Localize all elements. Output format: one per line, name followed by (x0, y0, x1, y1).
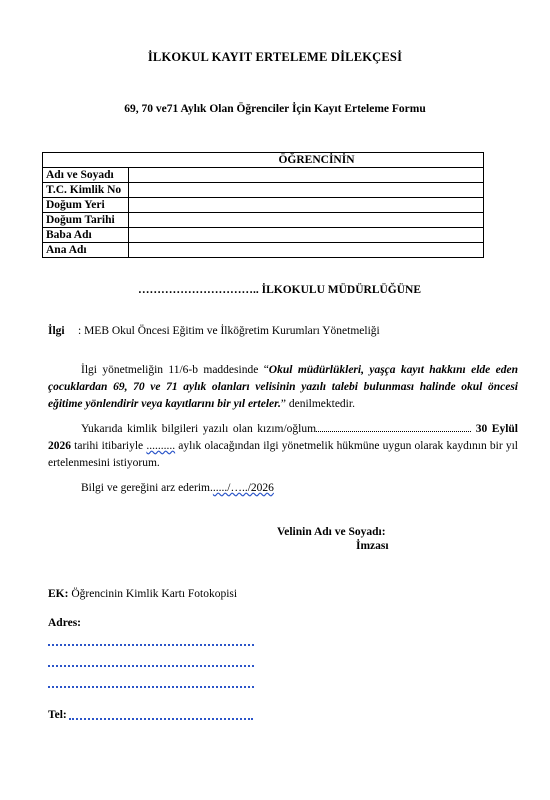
child-name-blank[interactable] (316, 431, 471, 432)
address-line-1[interactable] (48, 640, 254, 646)
table-row (43, 228, 484, 243)
document-subtitle: 69, 70 ve71 Aylık Olan Öğrenciler İçin Kayıt Erteleme Formu (124, 103, 426, 115)
row-label: Ana Adı (43, 243, 129, 258)
document-title: İLKOKUL KAYIT ERTELEME DİLEKÇESİ (147, 50, 403, 64)
reference-line (48, 325, 380, 337)
reference-key: İlgi (48, 325, 65, 337)
address-line-3[interactable] (48, 682, 254, 688)
attachment-key: EK: (48, 588, 69, 600)
table-header-row (43, 153, 484, 168)
addressee-line: ………………………….. İLKOKULU MÜDÜRLÜĞÜNE (138, 284, 422, 296)
p2-lead: Yukarıda kimlik bilgileri yazılı olan kızım/oğlum (81, 423, 317, 435)
student-info-table (42, 152, 484, 258)
attachment-line (48, 588, 237, 600)
reference-value: : MEB Okul Öncesi Eğitim ve İlköğretim Kurumları Yönetmeliği (78, 325, 380, 337)
paragraph-request (48, 421, 518, 472)
row-value[interactable] (129, 213, 484, 228)
attachment-value: Öğrencinin Kimlik Kartı Fotokopisi (68, 588, 238, 600)
row-label: Doğum Yeri (43, 198, 129, 213)
table-row (43, 243, 484, 258)
address-label: Adres: (48, 617, 82, 629)
row-value[interactable] (129, 198, 484, 213)
guardian-name-label: Velinin Adı ve Soyadı: (277, 526, 386, 538)
table-heading: ÖĞRENCİNİN (43, 153, 484, 168)
paragraph-regulation (48, 362, 518, 413)
row-value[interactable] (129, 183, 484, 198)
table-row (43, 198, 484, 213)
row-value[interactable] (129, 228, 484, 243)
row-value[interactable] (129, 243, 484, 258)
p2-mid: tarihi itibariyle (71, 440, 147, 452)
phone-label: Tel: (48, 709, 67, 721)
p1-quote: Okul müdürlükleri, yaşça kayıt hakkını elde eden çocuklardan 69, 70 ve 71 aylık olanları velisinin yazılı talebi bulunması halinde okul öncesi eğitime yönlendirir veya kayıtlarını bir yıl erteler. (48, 364, 518, 410)
row-label: T.C. Kimlik No (43, 183, 129, 198)
p1-lead: İlgi yönetmeliğin 11/6-b maddesinde “ (81, 364, 269, 376)
p3-date[interactable]: ...../…../2026 (212, 482, 274, 494)
row-label: Doğum Tarihi (43, 213, 129, 228)
p2-date: 30 Eylül 2026 (48, 423, 518, 452)
table-row (43, 183, 484, 198)
signature-label: İmzası (356, 540, 389, 552)
row-label: Adı ve Soyadı (43, 168, 129, 183)
p1-tail: ” denilmektedir. (280, 398, 355, 410)
table-row (43, 168, 484, 183)
p2-tail: aylık olacağından ilgi yönetmelik hükmüne uygun olarak kaydının bir yıl ertelenmesini istiyorum. (48, 440, 518, 469)
phone-line[interactable] (69, 714, 253, 720)
row-value[interactable] (129, 168, 484, 183)
address-line-2[interactable] (48, 661, 254, 667)
row-label: Baba Adı (43, 228, 129, 243)
table-row (43, 213, 484, 228)
paragraph-closing (81, 480, 550, 497)
p3-lead: Bilgi ve gereğini arz ederim. (81, 482, 213, 494)
months-blank[interactable]: .......... (146, 440, 176, 452)
